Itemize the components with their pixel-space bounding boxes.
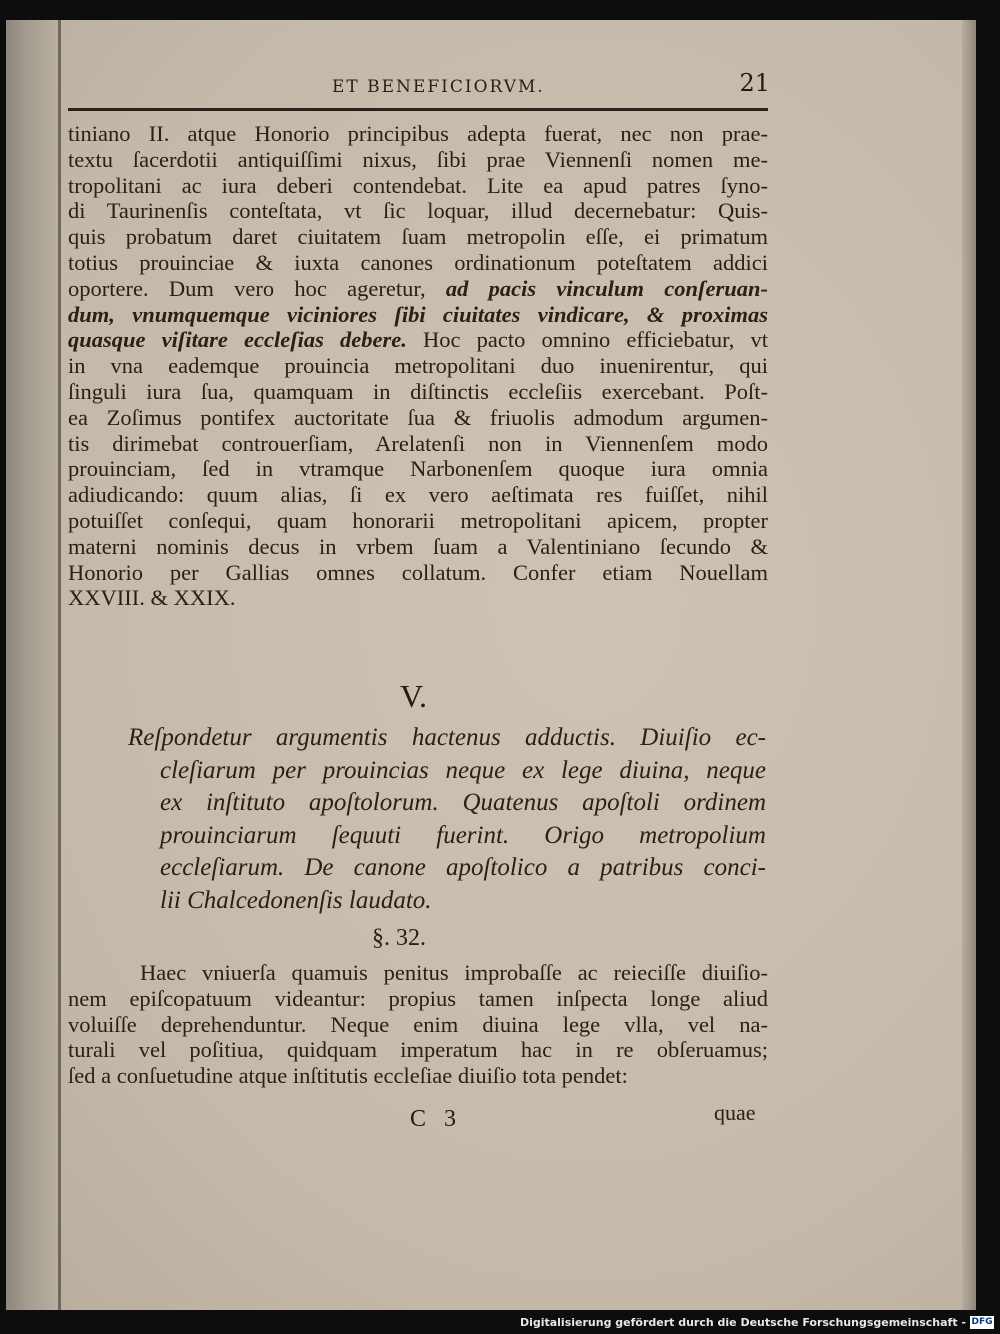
digitization-footer xyxy=(0,1311,1000,1334)
body-text-upper xyxy=(68,121,768,611)
text-line: ſinguli iura ſua, quamquam in diſtinctis eccleſiis exercebant. Poſt- xyxy=(68,378,768,404)
text-line: potuiſſet conſequi, quam honorarii metropolitani apicem, propter xyxy=(68,507,768,533)
roman-segment: Hoc pacto omnino efficiebatur, vt xyxy=(406,327,768,353)
text-line: Reſpondetur argumentis hactenus adductis. Diuiſio ec- xyxy=(128,724,766,751)
page-right-edge xyxy=(962,20,976,1310)
page-number: 21 xyxy=(739,69,770,97)
text-line: ea Zoſimus pontifex auctoritate ſua & friuolis admodum argumen- xyxy=(68,404,768,430)
text-line: textu ſacerdotii antiquiſſimi nixus, ſibi prae Viennenſi nomen me- xyxy=(68,146,768,172)
text-line: prouinciam, ſed in vtramque Narbonenſem quoque iura omnia xyxy=(68,456,768,482)
text-line: ex inſtituto apoſtolorum. Quatenus apoſtoli ordinem xyxy=(160,789,766,816)
text-line: di Taurinenſis conteſtata, vt ſic loquar, illud decernebatur: Quis- xyxy=(68,198,768,224)
text-line: tis dirimebat controuerſiam, Arelatenſi non in Viennenſem modo xyxy=(68,430,768,456)
running-title: ET BENEFICIORVM. xyxy=(332,77,545,97)
text-line: prouinciarum ſequuti fuerint. Origo metropolium xyxy=(160,821,766,849)
text-line: in vna eademque prouincia metropolitani duo inuenirentur, qui xyxy=(68,353,768,379)
body-text-lower xyxy=(68,960,768,1089)
catchword: quae xyxy=(714,1100,756,1125)
text-line: totius prouinciae & iuxta canones ordinationum poteſtatem addici xyxy=(68,249,768,275)
text-line: Honorio per Gallias omnes collatum. Confer etiam Nouellam xyxy=(68,559,768,585)
text-line xyxy=(68,327,768,353)
text-line xyxy=(68,276,768,302)
text-line: Haec vniuerſa quamuis penitus improbaſſe ac reieciſſe diuiſio- xyxy=(140,960,768,985)
page-header xyxy=(320,57,770,97)
page-binding-edge xyxy=(6,20,58,1310)
text-line: tropolitani ac iura deberi contendebat. Lite ea apud patres ſyno- xyxy=(68,172,768,198)
text-line: tiniano II. atque Honorio principibus adepta fuerat, nec non prae- xyxy=(68,121,768,146)
binding-shadow xyxy=(58,20,61,1310)
text-line: voluiſſe deprehenduntur. Neque enim diuina lege vlla, vel na- xyxy=(68,1011,768,1037)
text-line: cleſiarum per prouincias neque ex lege diuina, neque xyxy=(160,756,766,784)
italic-quotation: quasque viſitare eccleſias debere. xyxy=(68,327,407,353)
text-line: turali vel poſitiua, quidquam imperatum hac in re obſeruamus; xyxy=(68,1037,768,1063)
text-line: ſed a conſuetudine atque inſtitutis eccleſiae diuiſio tota pendet: xyxy=(68,1063,628,1089)
footer-credit: Digitalisierung gefördert durch die Deutsche Forschungsgemeinschaft - xyxy=(519,1316,966,1329)
dfg-logo-icon: DFG xyxy=(971,1317,993,1327)
section-summary xyxy=(128,722,766,917)
text-line: XXVIII. & XXIX. xyxy=(68,585,236,611)
text-line xyxy=(68,302,768,328)
printer-signature: C 3 xyxy=(410,1106,463,1132)
text-line: materni nominis decus in vrbem ſuam a Valentiniano ſecundo & xyxy=(68,533,768,559)
paragraph-mark: §. 32. xyxy=(372,925,426,951)
roman-segment: oportere. Dum vero hoc ageretur, xyxy=(68,275,446,301)
text-line: adiudicando: quum alias, ſi ex vero aeſtimata res fuiſſet, nihil xyxy=(68,482,768,508)
text-line: lii Chalcedonenſis laudato. xyxy=(160,886,432,914)
section-heading: V. xyxy=(400,678,427,714)
italic-quotation: dum, vnumquemque viciniores ſibi ciuitates vindicare, & proximas xyxy=(68,301,768,327)
text-line: nem epiſcopatuum videantur: propius tamen inſpecta longe aliud xyxy=(68,985,768,1011)
text-line: quis probatum daret ciuitatem ſuam metropolin eſſe, ei primatum xyxy=(68,224,768,250)
text-line: eccleſiarum. De canone apoſtolico a patribus conci- xyxy=(160,854,766,881)
header-rule xyxy=(68,108,768,111)
italic-quotation: ad pacis vinculum conſeruan- xyxy=(445,275,768,301)
